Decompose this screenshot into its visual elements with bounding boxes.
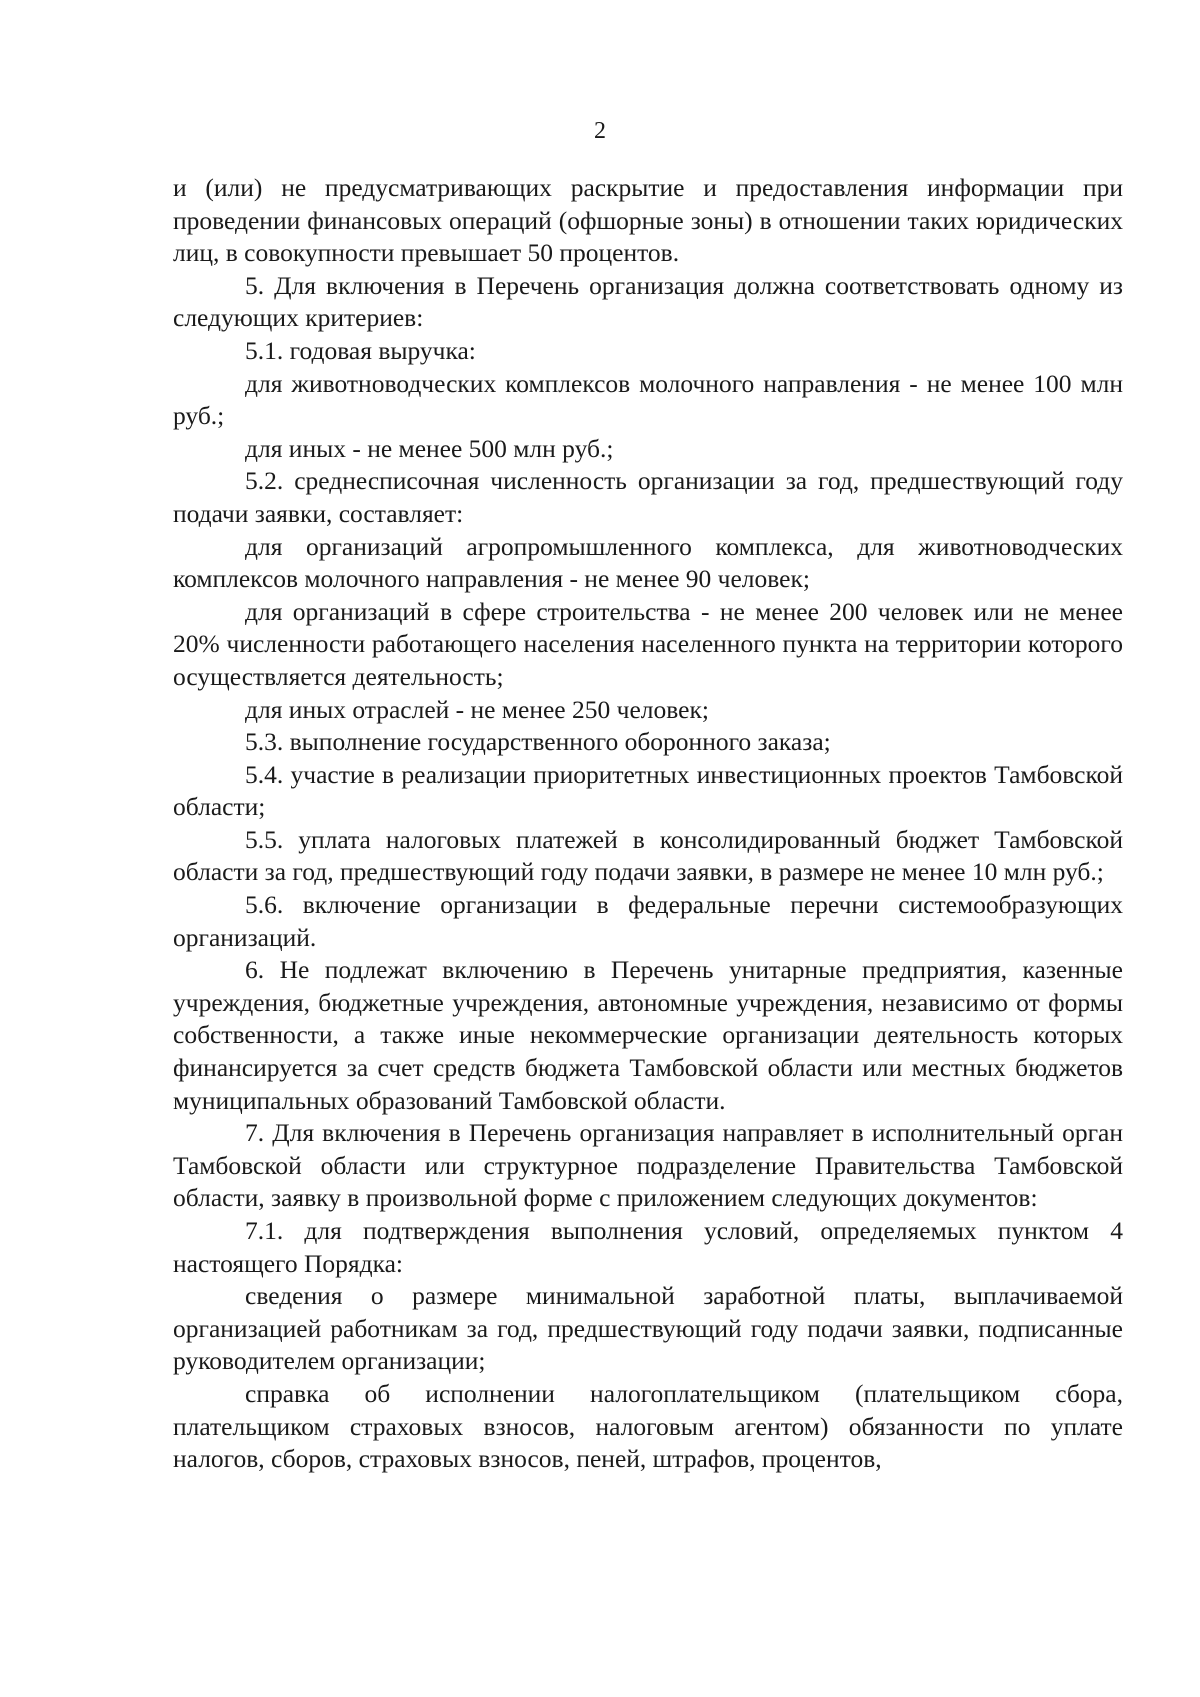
- paragraph: 5.1. годовая выручка:: [245, 335, 476, 365]
- paragraph: для организаций агропромышленного комплекса, для животноводческих комплексов молочного направления - не менее 90 человек;: [173, 531, 1123, 594]
- document-body: [173, 172, 1123, 1476]
- paragraph: 7. Для включения в Перечень организация направляет в исполнительный орган Тамбовской области или структурное подразделение Правительства Тамбовской области, заявку в произвольной форме с приложением следующих документов:: [173, 1118, 1123, 1213]
- paragraph: для животноводческих комплексов молочного направления - не менее 100 млн руб.;: [173, 368, 1123, 431]
- paragraph: для организаций в сфере строительства - не менее 200 человек или не менее 20% численности работающего населения населенного пункта на территории которого осуществляется деятельность;: [173, 596, 1123, 691]
- paragraph: для иных - не менее 500 млн руб.;: [245, 433, 614, 463]
- paragraph: 6. Не подлежат включению в Перечень унитарные предприятия, казенные учреждения, бюджетные учреждения, автономные учреждения, независимо от формы собственности, а также иные некоммерческие организации деятельность которых финансируется за счет средств бюджета Тамбовской области или местных бюджетов муниципальных образований Тамбовской области.: [173, 955, 1123, 1115]
- paragraph: 7.1. для подтверждения выполнения условий, определяемых пунктом 4 настоящего Порядка:: [173, 1216, 1123, 1278]
- paragraph: 5.3. выполнение государственного оборонного заказа;: [245, 727, 831, 757]
- paragraph: сведения о размере минимальной заработной платы, выплачиваемой организацией работникам за год, предшествующий году подачи заявки, подписанные руководителем организации;: [173, 1281, 1123, 1376]
- paragraph: и (или) не предусматривающих раскрытие и предоставления информации при проведении финансовых операций (офшорные зоны) в отношении таких юридических лиц, в совокупности превышает 50 процентов.: [173, 173, 1123, 268]
- paragraph: 5. Для включения в Перечень организация должна соответствовать одному из следующих критериев:: [173, 270, 1123, 333]
- paragraph: 5.5. уплата налоговых платежей в консолидированный бюджет Тамбовской области за год, предшествующий году подачи заявки, в размере не менее 10 млн руб.;: [173, 824, 1123, 887]
- paragraph: 5.4. участие в реализации приоритетных инвестиционных проектов Тамбовской области;: [173, 759, 1123, 822]
- paragraph: 5.2. среднесписочная численность организации за год, предшествующий году подачи заявки, составляет:: [173, 466, 1123, 528]
- paragraph: для иных отраслей - не менее 250 человек;: [245, 694, 709, 724]
- paragraph: 5.6. включение организации в федеральные перечни системообразующих организаций.: [173, 890, 1123, 952]
- paragraph: справка об исполнении налогоплательщиком (плательщиком сбора, плательщиком страховых взносов, налоговым агентом) обязанности по уплате налогов, сборов, страховых взносов, пеней, штрафов, процентов,: [173, 1378, 1123, 1474]
- page-number: 2: [594, 118, 606, 144]
